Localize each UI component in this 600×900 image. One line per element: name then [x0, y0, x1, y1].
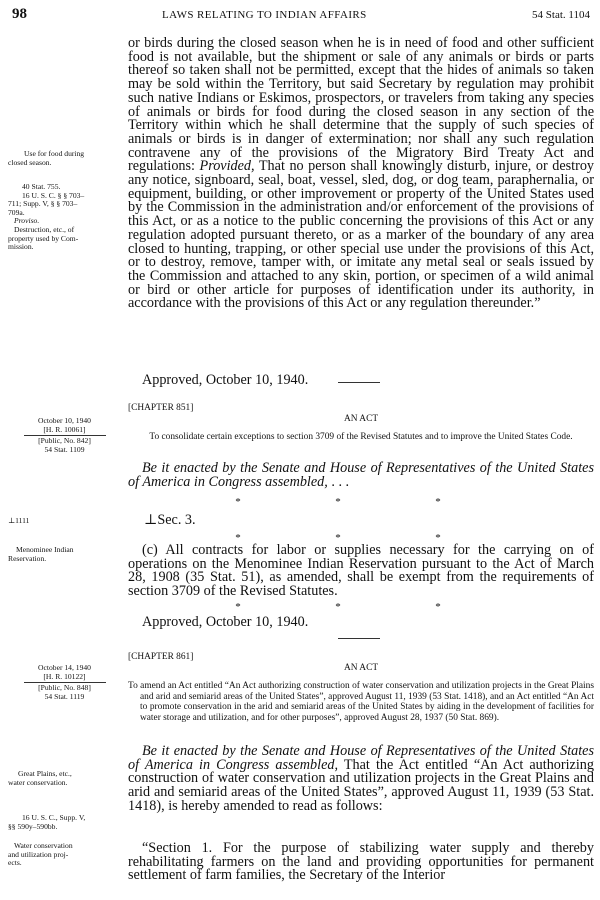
margin-note-chapter-851: October 10, 1940 [H. R. 10061] [Public, No. 842] 54 Stat. 1109: [8, 417, 121, 454]
margin-note-chapter-861: October 14, 1940 [H. R. 10122] [Public, No. 848] 54 Stat. 1119: [8, 664, 121, 701]
chapter-861-title: To amend an Act entitled “An Act authorizing construction of water conservation and utilization projects in the Great Plains and arid and semiarid areas of the United States”, approved August 11, 1939 (53 Stat. 1418), and an Act entitled “An Act to promote conservation in the arid and semiarid areas of the United States by aiding in the development of facilities for water storage and utilization, and for other purposes”, approved August 28, 1937 (50 Stat. 869).: [128, 681, 594, 723]
provided-word: Provided,: [199, 158, 255, 175]
section-1-paragraph: “Section 1. For the purpose of stabilizing water supply and thereby rehabilitating farmers on the land and providing opportunities for permanent settlement of farm families, the Secretary of the Interior: [128, 840, 594, 884]
ellipsis-stars-3: * * *: [235, 601, 441, 613]
approved-date-1: Approved, October 10, 1940.: [142, 372, 309, 388]
margin-note-usc-ref: 16 U. S. C., Supp. V, §§ 590y–590bb.: [8, 813, 86, 831]
margin-note-proviso: Proviso.: [14, 216, 40, 226]
ellipsis-stars-2: * * *: [235, 532, 441, 544]
enacting-clause-861: Be it enacted by the Senate and House of Representatives of the United States of America in Congress assembled, That the Act entitled “An Act authorizing construction of water conservation and utilization projects in the Great Plains and arid and semiarid areas of the United States”, approved August 11, 1939 (53 Stat. 1418), is hereby amended to read as follows:: [128, 743, 594, 814]
chapter-851-label: [CHAPTER 851]: [128, 403, 194, 413]
margin-note-menominee: Menominee Indian Reservation.: [8, 545, 74, 563]
approved-date-2: Approved, October 10, 1940.: [142, 614, 309, 630]
an-act-heading-851: AN ACT: [343, 414, 379, 424]
margin-note-great-plains: Great Plains, etc., water conservation.: [8, 769, 72, 787]
chapter-851-title: To consolidate certain exceptions to section 3709 of the Revised Statutes and to improve the United States Code.: [149, 432, 573, 442]
section-3-heading: ⊥Sec. 3.: [144, 512, 196, 528]
enacting-clause-851: Be it enacted by the Senate and House of Representatives of the United States of America in Congress assembled, . . .: [128, 460, 594, 490]
page-header: [12, 6, 590, 26]
margin-note-section-mark: ⊥1111: [8, 516, 30, 525]
margin-note-water-projects: Water conservation and utilization proj- ects.: [8, 841, 73, 868]
running-title: LAWS RELATING TO INDIAN AFFAIRS: [162, 9, 367, 21]
section-rule: [338, 382, 380, 383]
margin-note-food-use: Use for food during closed season.: [8, 149, 85, 167]
ellipsis-stars-1: * * *: [235, 496, 441, 508]
statute-reference: 54 Stat. 1104: [532, 9, 590, 21]
paragraph-menominee-contracts: (c) All contracts for labor or supplies necessary for the carrying on of operations on the Menominee Indian Reservation pursuant to the Act of March 28, 1908 (35 Stat. 51), as amended, shall be exempt from the requirements of section 3709 of the Revised Statutes.: [128, 542, 594, 600]
an-act-heading-861: AN ACT: [343, 663, 379, 673]
chapter-861-label: [CHAPTER 861]: [128, 652, 194, 662]
page-number: 98: [12, 6, 27, 22]
margin-note-stat-refs: 40 Stat. 755. 16 U. S. C. § § 703– 711; Supp. V, § § 703– 709a. Proviso. Destruction, etc., of property used by Com- mission.: [8, 183, 121, 252]
paragraph-closed-season: or birds during the closed season when he is in need of food and other sufficient food is not available, but the shipment or sale of any animals or birds or parts thereof so taken shall not be permitted, except that the hides of animals so taken may be sold within the Territory, but said Secretary by regulation may prohibit such native Indians or Eskimos, prospectors, or travelers from taking any species of animals or birds for food during the closed season in any section of the Territory within which he shall determine that the supply of such species of animals or birds is in danger of extermination; nor shall any such regulation contravene any of the provisions of the Migratory Bird Treaty Act and regulations: Provided, That no person shall knowingly disturb, injure, or destroy any notice, signboard, seal, boat, vessel, sled, dog, or dog team, paraphernalia, or equipment, building, or other improvement or property of the United States used by the Commission in the administration and/or enforcement of the provisions of this Act, or as a notice to the public concerning the provisions of this Act or any regulation adopted pursuant thereto, or as a marker of the boundary of any area closed to hunting, trapping, or other special use under the provisions of this Act, or to destroy, remove, tamper with, or imitate any metal seal or seals issued by the Commission and attached to any skin, portion, or specimen of a wild animal or bird or other article for purposes of identification under its authority, in accordance with the provisions of this Act or any regulation thereunder.”: [128, 35, 595, 312]
section-rule: [338, 638, 380, 639]
